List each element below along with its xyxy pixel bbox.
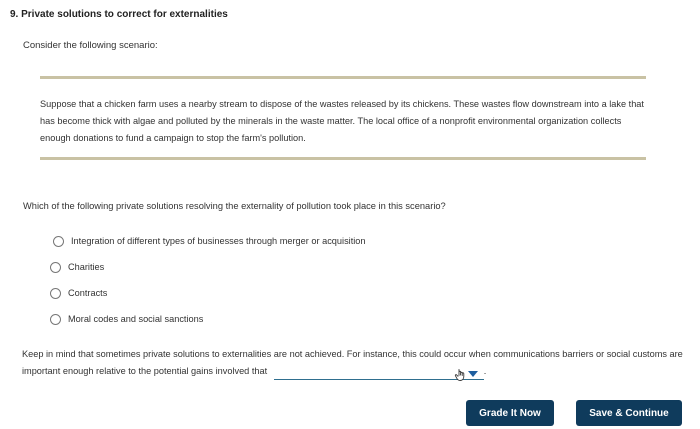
- note-text: Keep in mind that sometimes private solutions to externalities are not achieved. For instance, this could occur when communications barriers or social customs are important enough relative to the potential gains involved that: [22, 349, 683, 376]
- option-label: Charities: [68, 262, 105, 272]
- radio-button[interactable]: [50, 262, 61, 273]
- answer-options: [50, 228, 366, 332]
- radio-button[interactable]: [50, 314, 61, 325]
- question-title: 9. Private solutions to correct for externalities: [10, 9, 228, 20]
- answer-dropdown[interactable]: [274, 367, 484, 380]
- grade-it-now-button[interactable]: Grade It Now: [466, 400, 554, 426]
- option-charities[interactable]: [50, 254, 366, 280]
- question-prompt: Which of the following private solutions resolving the externality of pollution took place in this scenario?: [23, 201, 446, 211]
- scenario-top-divider: [40, 76, 646, 79]
- option-label: Contracts: [68, 288, 108, 298]
- chevron-down-icon[interactable]: [468, 371, 478, 377]
- option-integration[interactable]: [53, 228, 366, 254]
- option-contracts[interactable]: [50, 280, 366, 306]
- option-label: Integration of different types of businesses through merger or acquisition: [71, 236, 366, 246]
- hand-pointer-icon: [454, 368, 468, 382]
- scenario-bottom-divider: [40, 157, 646, 160]
- radio-button[interactable]: [50, 288, 61, 299]
- option-label: Moral codes and social sanctions: [68, 314, 204, 324]
- note-paragraph: [22, 346, 694, 380]
- scenario-text: Suppose that a chicken farm uses a nearby stream to dispose of the wastes released by its chickens. These wastes flow downstream into a lake that has become thick with algae and polluted by the minerals in the waste matter. The local office of a nonprofit environmental organization collects enough donations to fund a campaign to stop the farm's pollution.: [40, 99, 644, 143]
- save-and-continue-button[interactable]: Save & Continue: [576, 400, 682, 426]
- option-moral-codes[interactable]: [50, 306, 366, 332]
- scenario-intro: Consider the following scenario:: [23, 40, 158, 51]
- radio-button[interactable]: [53, 236, 64, 247]
- note-period: .: [483, 366, 487, 376]
